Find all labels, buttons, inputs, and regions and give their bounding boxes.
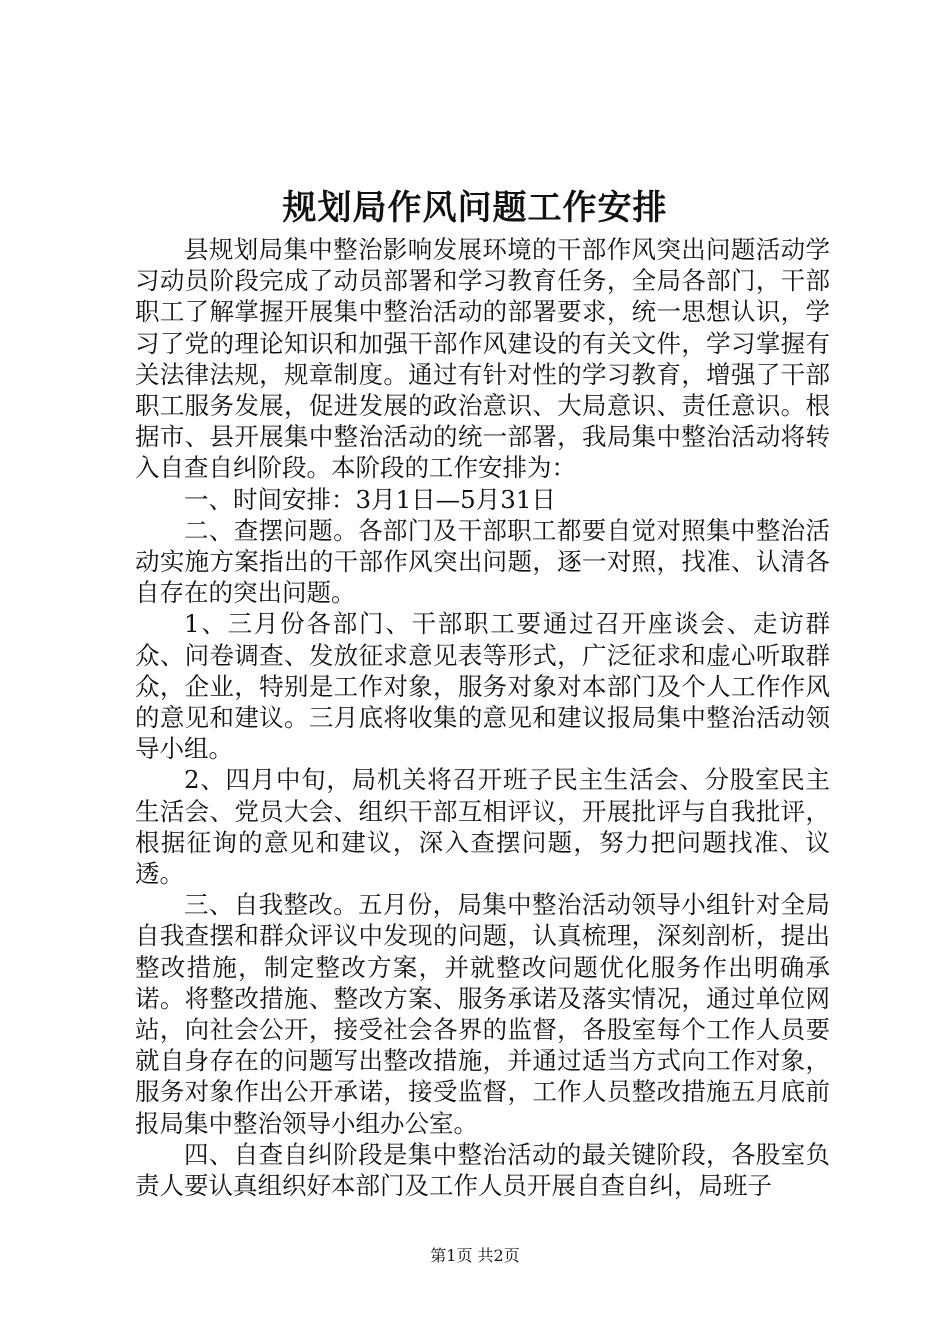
page-number-footer: 第1页 共2页 bbox=[430, 1246, 520, 1265]
document-title: 规划局作风问题工作安排 bbox=[282, 188, 668, 228]
document-body bbox=[135, 234, 830, 1201]
paragraph-march-tasks: 1、三月份各部门、干部职工要通过召开座谈会、走访群众、问卷调查、发放征求意见表等形式，广泛征求和虚心听取群众，企业，特别是工作对象，服务对象对本部门及个人工作作风的意见和建议。三月底将收集的意见和建议报局集中整治活动领导小组。 bbox=[135, 609, 830, 764]
paragraph-april-tasks: 2、四月中旬，局机关将召开班子民主生活会、分股室民主生活会、党员大会、组织干部互相评议，开展批评与自我批评，根据征询的意见和建议，深入查摆问题，努力把问题找准、议透。 bbox=[135, 765, 830, 889]
paragraph-intro: 县规划局集中整治影响发展环境的干部作风突出问题活动学习动员阶段完成了动员部署和学习教育任务，全局各部门，干部职工了解掌握开展集中整治活动的部署要求，统一思想认识，学习了党的理论知识和加强干部作风建设的有关文件，学习掌握有关法律法规，规章制度。通过有针对性的学习教育，增强了干部职工服务发展，促进发展的政治意识、大局意识、责任意识。根据市、县开展集中整治活动的统一部署，我局集中整治活动将转入自查自纠阶段。本阶段的工作安排为： bbox=[135, 235, 830, 483]
paragraph-self-check: 四、自查自纠阶段是集中整治活动的最关键阶段，各股室负责人要认真组织好本部门及工作人员开展自查自纠，局班子 bbox=[135, 1139, 830, 1201]
paragraph-self-rectify: 三、自我整改。五月份，局集中整治活动领导小组针对全局自我查摆和群众评议中发现的问题，认真梳理，深刻剖析，提出整改措施，制定整改方案，并就整改问题优化服务作出明确承诺。将整改措施、整改方案、服务承诺及落实情况，通过单位网站，向社会公开，接受社会各界的监督，各股室每个工作人员要就自身存在的问题写出整改措施，并通过适当方式向工作对象，服务对象作出公开承诺，接受监督，工作人员整改措施五月底前报局集中整治领导小组办公室。 bbox=[135, 890, 830, 1138]
paragraph-schedule: 一、时间安排：3月1日—5月31日 bbox=[184, 484, 556, 514]
paragraph-find-problems: 二、查摆问题。各部门及干部职工都要自觉对照集中整治活动实施方案指出的干部作风突出问题，逐一对照，找准、认清各自存在的突出问题。 bbox=[135, 515, 830, 608]
